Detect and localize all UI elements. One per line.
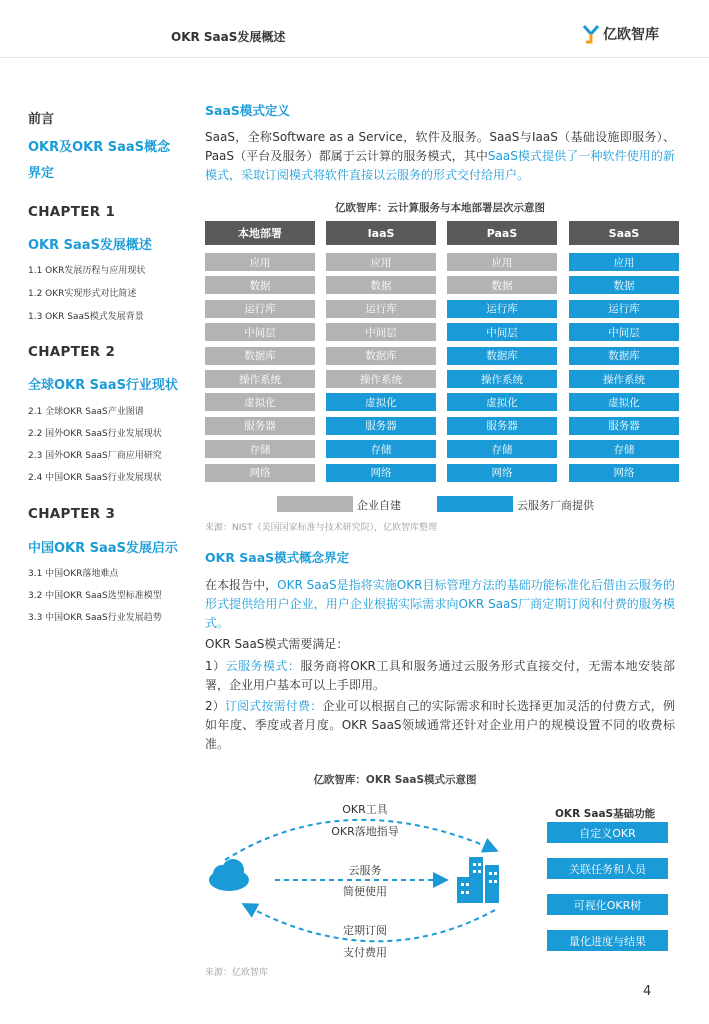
layer-cell: 运行库 <box>205 300 315 318</box>
layer-cell: 数据 <box>205 276 315 294</box>
layer-cell: 应用 <box>569 253 679 271</box>
layer-cell: 网络 <box>326 464 436 482</box>
toc-chapter3: CHAPTER 3 <box>28 506 116 522</box>
function-progress: 量化进度与结果 <box>547 930 668 951</box>
layer-chart-title: 亿欧智库：云计算服务与本地部署层次示意图 <box>335 202 545 214</box>
section2-p4-num: 2） <box>205 699 225 713</box>
diagram-title: 亿欧智库：OKR SaaS模式示意图 <box>313 774 477 786</box>
layer-column-header: SaaS <box>569 221 679 245</box>
layer-cell: 存储 <box>447 440 557 458</box>
toc-chapter2-title[interactable]: 全球OKR SaaS行业现状 <box>28 378 178 393</box>
layer-cell: 虚拟化 <box>326 393 436 411</box>
section2-heading: OKR SaaS模式概念界定 <box>205 550 350 565</box>
layer-cell: 数据 <box>569 276 679 294</box>
layer-cell: 虚拟化 <box>569 393 679 411</box>
legend-cloud-swatch <box>437 496 513 512</box>
layer-cell: 网络 <box>569 464 679 482</box>
layer-cell: 运行库 <box>447 300 557 318</box>
toc-concept-line2[interactable]: 界定 <box>28 166 55 181</box>
toc-intro[interactable]: 前言 <box>28 112 55 127</box>
layer-cell: 操作系统 <box>447 370 557 388</box>
legend-self-built-label: 企业自建 <box>357 499 401 512</box>
layer-cell: 数据 <box>447 276 557 294</box>
section2-p3 <box>205 657 675 695</box>
layer-cell: 数据库 <box>205 347 315 365</box>
toc-chapter1-title[interactable]: OKR SaaS发展概述 <box>28 238 152 253</box>
arrow-mid-label-1: 云服务 <box>348 864 382 877</box>
layer-cell: 虚拟化 <box>205 393 315 411</box>
logo <box>582 24 659 44</box>
section2-p3-num: 1） <box>205 659 226 673</box>
section2-p1-intro: 在本报告中， <box>205 578 278 592</box>
layer-column-header: 本地部署 <box>205 221 315 245</box>
toc-item-2-3[interactable]: 2.3 国外OKR SaaS厂商应用研究 <box>28 451 162 461</box>
layer-cell: 操作系统 <box>569 370 679 388</box>
layer-cell: 存储 <box>205 440 315 458</box>
layer-cell: 中间层 <box>569 323 679 341</box>
logo-text: 亿欧智库 <box>603 27 659 43</box>
section1-highlight: SaaS模式提供了一种软件使用的新模式，采取订阅模式将软件直接以云服务的形式交付给用户。 <box>205 149 675 182</box>
layer-cell: 数据库 <box>326 347 436 365</box>
section2-p4-term: 订阅式按需付费： <box>224 699 323 713</box>
layer-cell: 中间层 <box>447 323 557 341</box>
section2-p3-term: 云服务模式： <box>225 659 301 673</box>
layer-column-header: IaaS <box>326 221 436 245</box>
layer-cell: 存储 <box>569 440 679 458</box>
page-header <box>0 0 709 58</box>
toc-item-3-1[interactable]: 3.1 中国OKR落地难点 <box>28 569 119 579</box>
toc-item-3-3[interactable]: 3.3 中国OKR SaaS行业发展趋势 <box>28 613 162 623</box>
functions-title: OKR SaaS基础功能 <box>555 808 656 820</box>
buildings-icon <box>455 855 503 905</box>
layer-cell: 虚拟化 <box>447 393 557 411</box>
toc-item-1-3[interactable]: 1.3 OKR SaaS模式发展背景 <box>28 312 144 322</box>
toc-concept-line1[interactable]: OKR及OKR SaaS概念 <box>28 140 171 155</box>
toc-item-1-1[interactable]: 1.1 OKR发展历程与应用现状 <box>28 266 146 276</box>
section1-heading: SaaS模式定义 <box>205 103 290 118</box>
legend-cloud-label: 云服务厂商提供 <box>517 499 594 512</box>
layer-cell: 应用 <box>447 253 557 271</box>
section2-p4 <box>205 697 675 754</box>
arrow-top-label-2: OKR落地指导 <box>331 825 399 838</box>
layer-cell: 操作系统 <box>205 370 315 388</box>
arrow-mid-label-2: 简便使用 <box>343 885 387 898</box>
section2-p3-text: 服务商将OKR工具和服务通过云服务形式直接交付，无需本地安装部署，企业用户基本可以上手即用。 <box>205 659 675 692</box>
layer-cell: 服务器 <box>569 417 679 435</box>
layer-cell: 网络 <box>447 464 557 482</box>
layer-cell: 数据 <box>326 276 436 294</box>
section2-p4-text: 企业可以根据自己的实际需求和时长选择更加灵活的付费方式，例如年度、季度或者月度。OKR SaaS领域通常还针对企业用户的规模设置不同的收费标准。 <box>205 699 675 751</box>
section1-paragraph <box>205 128 675 185</box>
layer-cell: 服务器 <box>447 417 557 435</box>
logo-icon <box>582 24 600 44</box>
toc-chapter1: CHAPTER 1 <box>28 204 116 220</box>
layer-cell: 数据库 <box>447 347 557 365</box>
layer-column-header: PaaS <box>447 221 557 245</box>
layer-cell: 服务器 <box>326 417 436 435</box>
layer-cell: 中间层 <box>326 323 436 341</box>
toc-chapter2: CHAPTER 2 <box>28 344 116 360</box>
section2-p1-highlight: OKR SaaS是指将实施OKR目标管理方法的基础功能标准化后借由云服务的形式提供给用户企业，用户企业根据实际需求向OKR SaaS厂商定期订阅和付费的服务模式。 <box>205 578 675 630</box>
header-title: OKR SaaS发展概述 <box>171 30 286 44</box>
toc-item-3-2[interactable]: 3.2 中国OKR SaaS选型标准模型 <box>28 591 162 601</box>
layer-cell: 运行库 <box>326 300 436 318</box>
legend-self-built-swatch <box>277 496 353 512</box>
arrow-bottom-label-2: 支付费用 <box>343 946 387 959</box>
arrow-top-label-1: OKR工具 <box>342 803 388 816</box>
diagram-source: 来源：亿欧智库 <box>205 968 269 978</box>
layer-cell: 中间层 <box>205 323 315 341</box>
function-custom-okr: 自定义OKR <box>547 822 668 843</box>
toc-item-1-2[interactable]: 1.2 OKR实现形式对比简述 <box>28 289 137 299</box>
toc-chapter3-title[interactable]: 中国OKR SaaS发展启示 <box>28 541 178 556</box>
function-okr-tree: 可视化OKR树 <box>547 894 668 915</box>
layer-cell: 操作系统 <box>326 370 436 388</box>
function-link-tasks: 关联任务和人员 <box>547 858 668 879</box>
toc-item-2-2[interactable]: 2.2 国外OKR SaaS行业发展现状 <box>28 429 162 439</box>
cloud-icon <box>207 858 251 892</box>
layer-cell: 数据库 <box>569 347 679 365</box>
layer-chart-source: 来源：NIST（美国国家标准与技术研究院），亿欧智库整理 <box>205 523 438 533</box>
section2-p1 <box>205 576 675 633</box>
layer-cell: 服务器 <box>205 417 315 435</box>
page-number: 4 <box>643 984 652 999</box>
layer-cell: 应用 <box>205 253 315 271</box>
toc-item-2-4[interactable]: 2.4 中国OKR SaaS行业发展现状 <box>28 473 162 483</box>
arrow-bottom-label-1: 定期订阅 <box>343 924 387 937</box>
section2-p2: OKR SaaS模式需要满足： <box>205 637 349 651</box>
toc-item-2-1[interactable]: 2.1 全球OKR SaaS产业图谱 <box>28 407 144 417</box>
layer-cell: 网络 <box>205 464 315 482</box>
layer-cell: 应用 <box>326 253 436 271</box>
layer-cell: 存储 <box>326 440 436 458</box>
layer-cell: 运行库 <box>569 300 679 318</box>
section1-text: SaaS，全称Software as a Service，软件及服务。SaaS与IaaS（基础设施即服务）、PaaS（平台及服务）都属于云计算的服务模式，其中 <box>205 130 675 163</box>
